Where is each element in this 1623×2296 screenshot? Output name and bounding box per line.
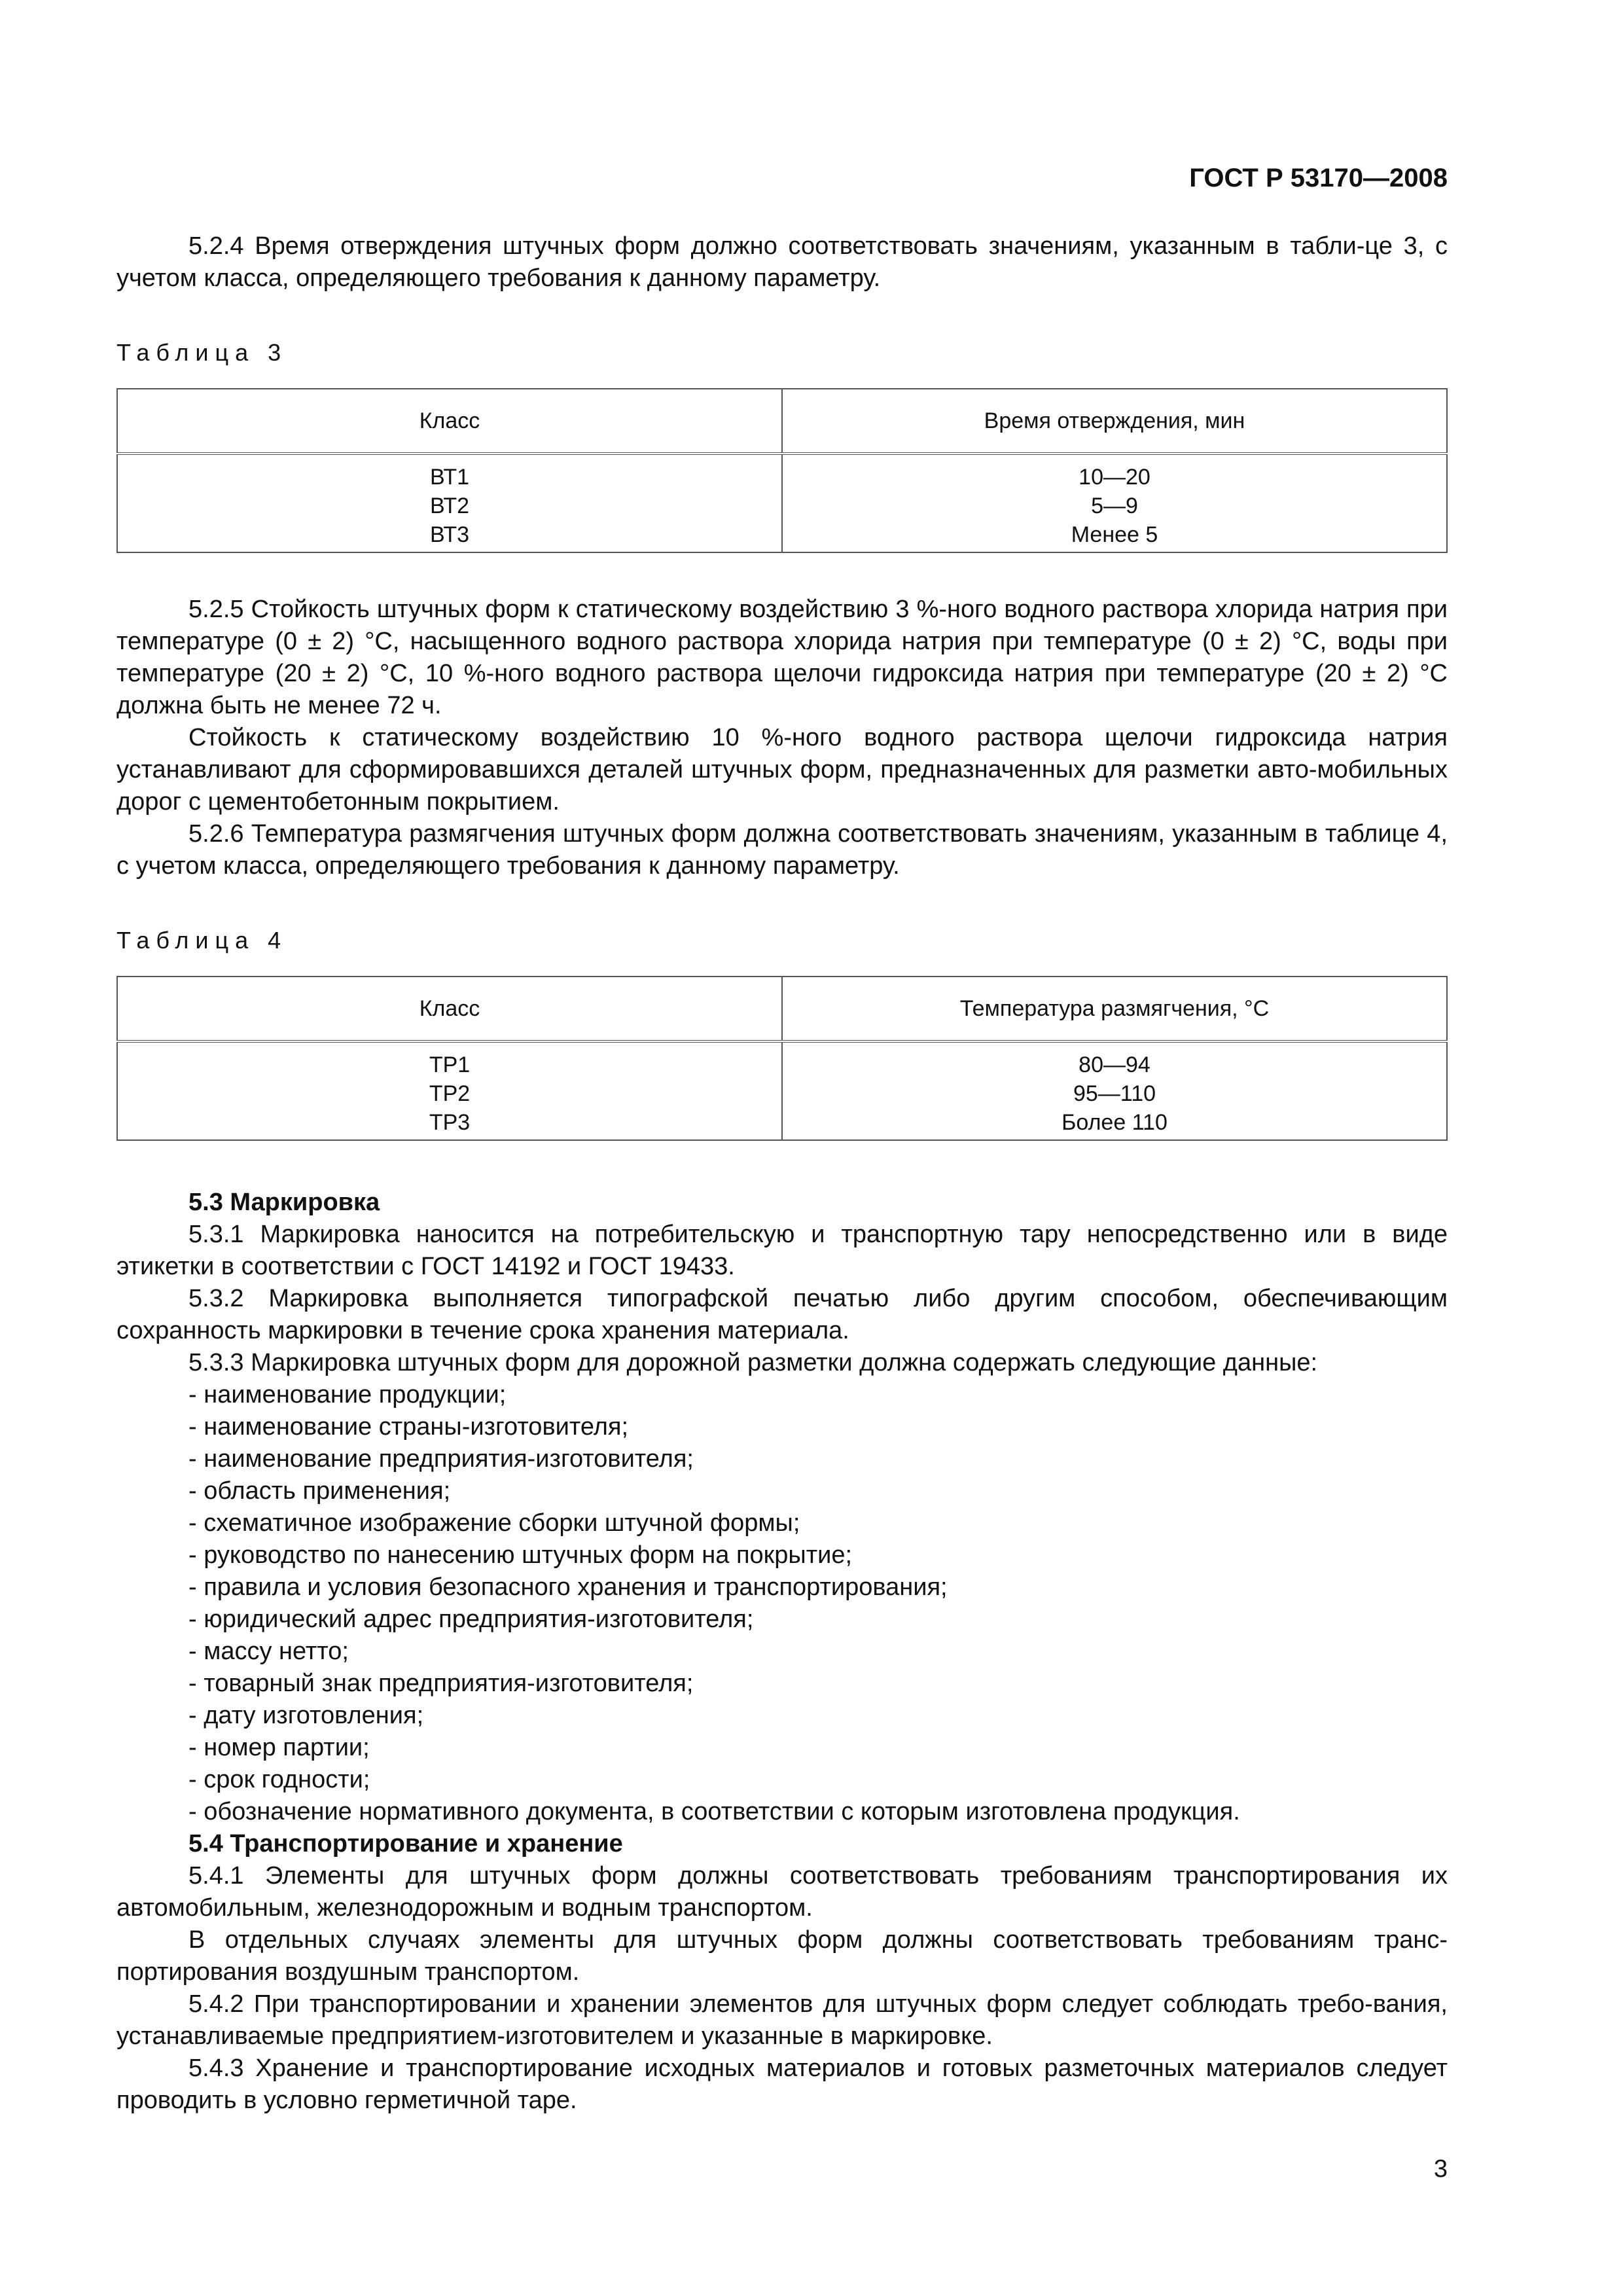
table-3-header-time: Время отверждения, мин: [782, 389, 1447, 454]
table-4-value-cell: [782, 1041, 1447, 1140]
list-item: - руководство по нанесению штучных форм на покрытие;: [188, 1541, 853, 1569]
list-item: - правила и условия безопасного хранения и транспортирования;: [188, 1573, 948, 1601]
table-cell: 95—110: [1073, 1081, 1156, 1106]
table-cell: 10—20: [1079, 465, 1150, 490]
table-4-class-cell: [117, 1041, 782, 1140]
list-item: - товарный знак предприятия-изготовителя;: [188, 1670, 694, 1697]
document-code: ГОСТ Р 53170—2008: [1189, 164, 1448, 192]
table-cell: 5—9: [1091, 493, 1138, 518]
table-row: [117, 1041, 1447, 1140]
table-3-header-class: Класс: [117, 389, 782, 454]
paragraph-5-4-1-cont: В отдельных случаях элементы для штучных форм должны соответствовать требованиям транс-портирования воздушным транспортом.: [116, 1926, 1448, 1986]
section-5-3-title: 5.3 Маркировка: [188, 1189, 380, 1216]
page-number: 3: [1433, 2155, 1448, 2183]
list-item: - область применения;: [188, 1477, 451, 1505]
list-item: - наименование предприятия-изготовителя;: [188, 1445, 694, 1473]
list-item: - массу нетто;: [188, 1638, 349, 1665]
paragraph-5-2-4: 5.2.4 Время отверждения штучных форм должно соответствовать значениям, указанным в табли-це 3, с учетом класса, определяющего требования к данному параметру.: [116, 232, 1448, 292]
paragraph-5-3-3: 5.3.3 Маркировка штучных форм для дорожной разметки должна содержать следующие данные:: [188, 1349, 1318, 1376]
list-item: - юридический адрес предприятия-изготовителя;: [188, 1605, 754, 1633]
list-item: - наименование продукции;: [188, 1381, 507, 1408]
page-content: [116, 230, 1448, 2117]
table-4-caption: Таблица 4: [116, 927, 288, 954]
paragraph-5-3-2: 5.3.2 Маркировка выполняется типографской печатью либо другим способом, обеспечивающим сохранность маркировки в течение срока хранения материала.: [116, 1285, 1448, 1344]
table-cell: ВТ2: [429, 493, 470, 518]
table-4-header-class: Класс: [117, 977, 782, 1041]
table-cell: Более 110: [1061, 1110, 1168, 1135]
list-item: - обозначение нормативного документа, в соответствии с которым изготовлена продукция.: [188, 1798, 1240, 1825]
list-item: - схематичное изображение сборки штучной формы;: [188, 1509, 800, 1537]
list-item: - дату изготовления;: [188, 1702, 424, 1729]
list-item: - наименование страны-изготовителя;: [188, 1413, 629, 1441]
table-3-value-cell: [782, 454, 1447, 552]
table-cell: ТР3: [429, 1110, 471, 1135]
table-cell: Менее 5: [1071, 522, 1158, 547]
marking-list: [116, 1379, 1448, 1828]
paragraph-5-2-5-cont: Стойкость к статическому воздействию 10 %-ного водного раствора щелочи гидроксида натрия устанавливают для сформировавшихся деталей штучных форм, предназначенных для разметки авто-мобильных дорог с цементобетонным покрытием.: [116, 724, 1448, 816]
table-cell: ВТ1: [429, 465, 470, 490]
table-cell: ВТ3: [429, 522, 470, 547]
section-5-4-title: 5.4 Транспортирование и хранение: [188, 1830, 623, 1857]
list-item: - срок годности;: [188, 1766, 370, 1793]
table-3-class-cell: [117, 454, 782, 552]
table-4-header-temp: Температура размягчения, °С: [782, 977, 1447, 1041]
table-cell: ТР2: [429, 1081, 471, 1106]
table-cell: ТР1: [429, 1052, 471, 1077]
paragraph-5-2-6: 5.2.6 Температура размягчения штучных форм должна соответствовать значениям, указанным в таблице 4, с учетом класса, определяющего требования к данному параметру.: [116, 820, 1448, 880]
table-3-caption: Таблица 3: [116, 339, 288, 366]
paragraph-5-2-5: 5.2.5 Стойкость штучных форм к статическому воздействию 3 %-ного водного раствора хлорида натрия при температуре (0 ± 2) °С, насыщенного водного раствора хлорида натрия при температуре (0 ± 2) °С, воды при температуре (20 ± 2) °С, 10 %-ного водного раствора щелочи гидроксида натрия при температуре (20 ± 2) °С должна быть не менее 72 ч.: [116, 596, 1448, 719]
paragraph-5-3-1: 5.3.1 Маркировка наносится на потребительскую и транспортную тару непосредственно или в виде этикетки в соответствии с ГОСТ 14192 и ГОСТ 19433.: [116, 1221, 1448, 1280]
table-cell: 80—94: [1079, 1052, 1150, 1077]
paragraph-5-4-2: 5.4.2 При транспортировании и хранении элементов для штучных форм следует соблюдать требо-вания, устанавливаемые предприятием-изготовителем и указанные в маркировке.: [116, 1990, 1448, 2050]
paragraph-5-4-1: 5.4.1 Элементы для штучных форм должны соответствовать требованиям транспортирования их автомобильным, железнодорожным и водным транспортом.: [116, 1862, 1448, 1922]
list-item: - номер партии;: [188, 1734, 370, 1761]
paragraph-5-4-3: 5.4.3 Хранение и транспортирование исходных материалов и готовых разметочных материалов следует проводить в условно герметичной таре.: [116, 2054, 1448, 2114]
table-3: [116, 388, 1448, 553]
table-4: [116, 976, 1448, 1141]
table-row: [117, 454, 1447, 552]
